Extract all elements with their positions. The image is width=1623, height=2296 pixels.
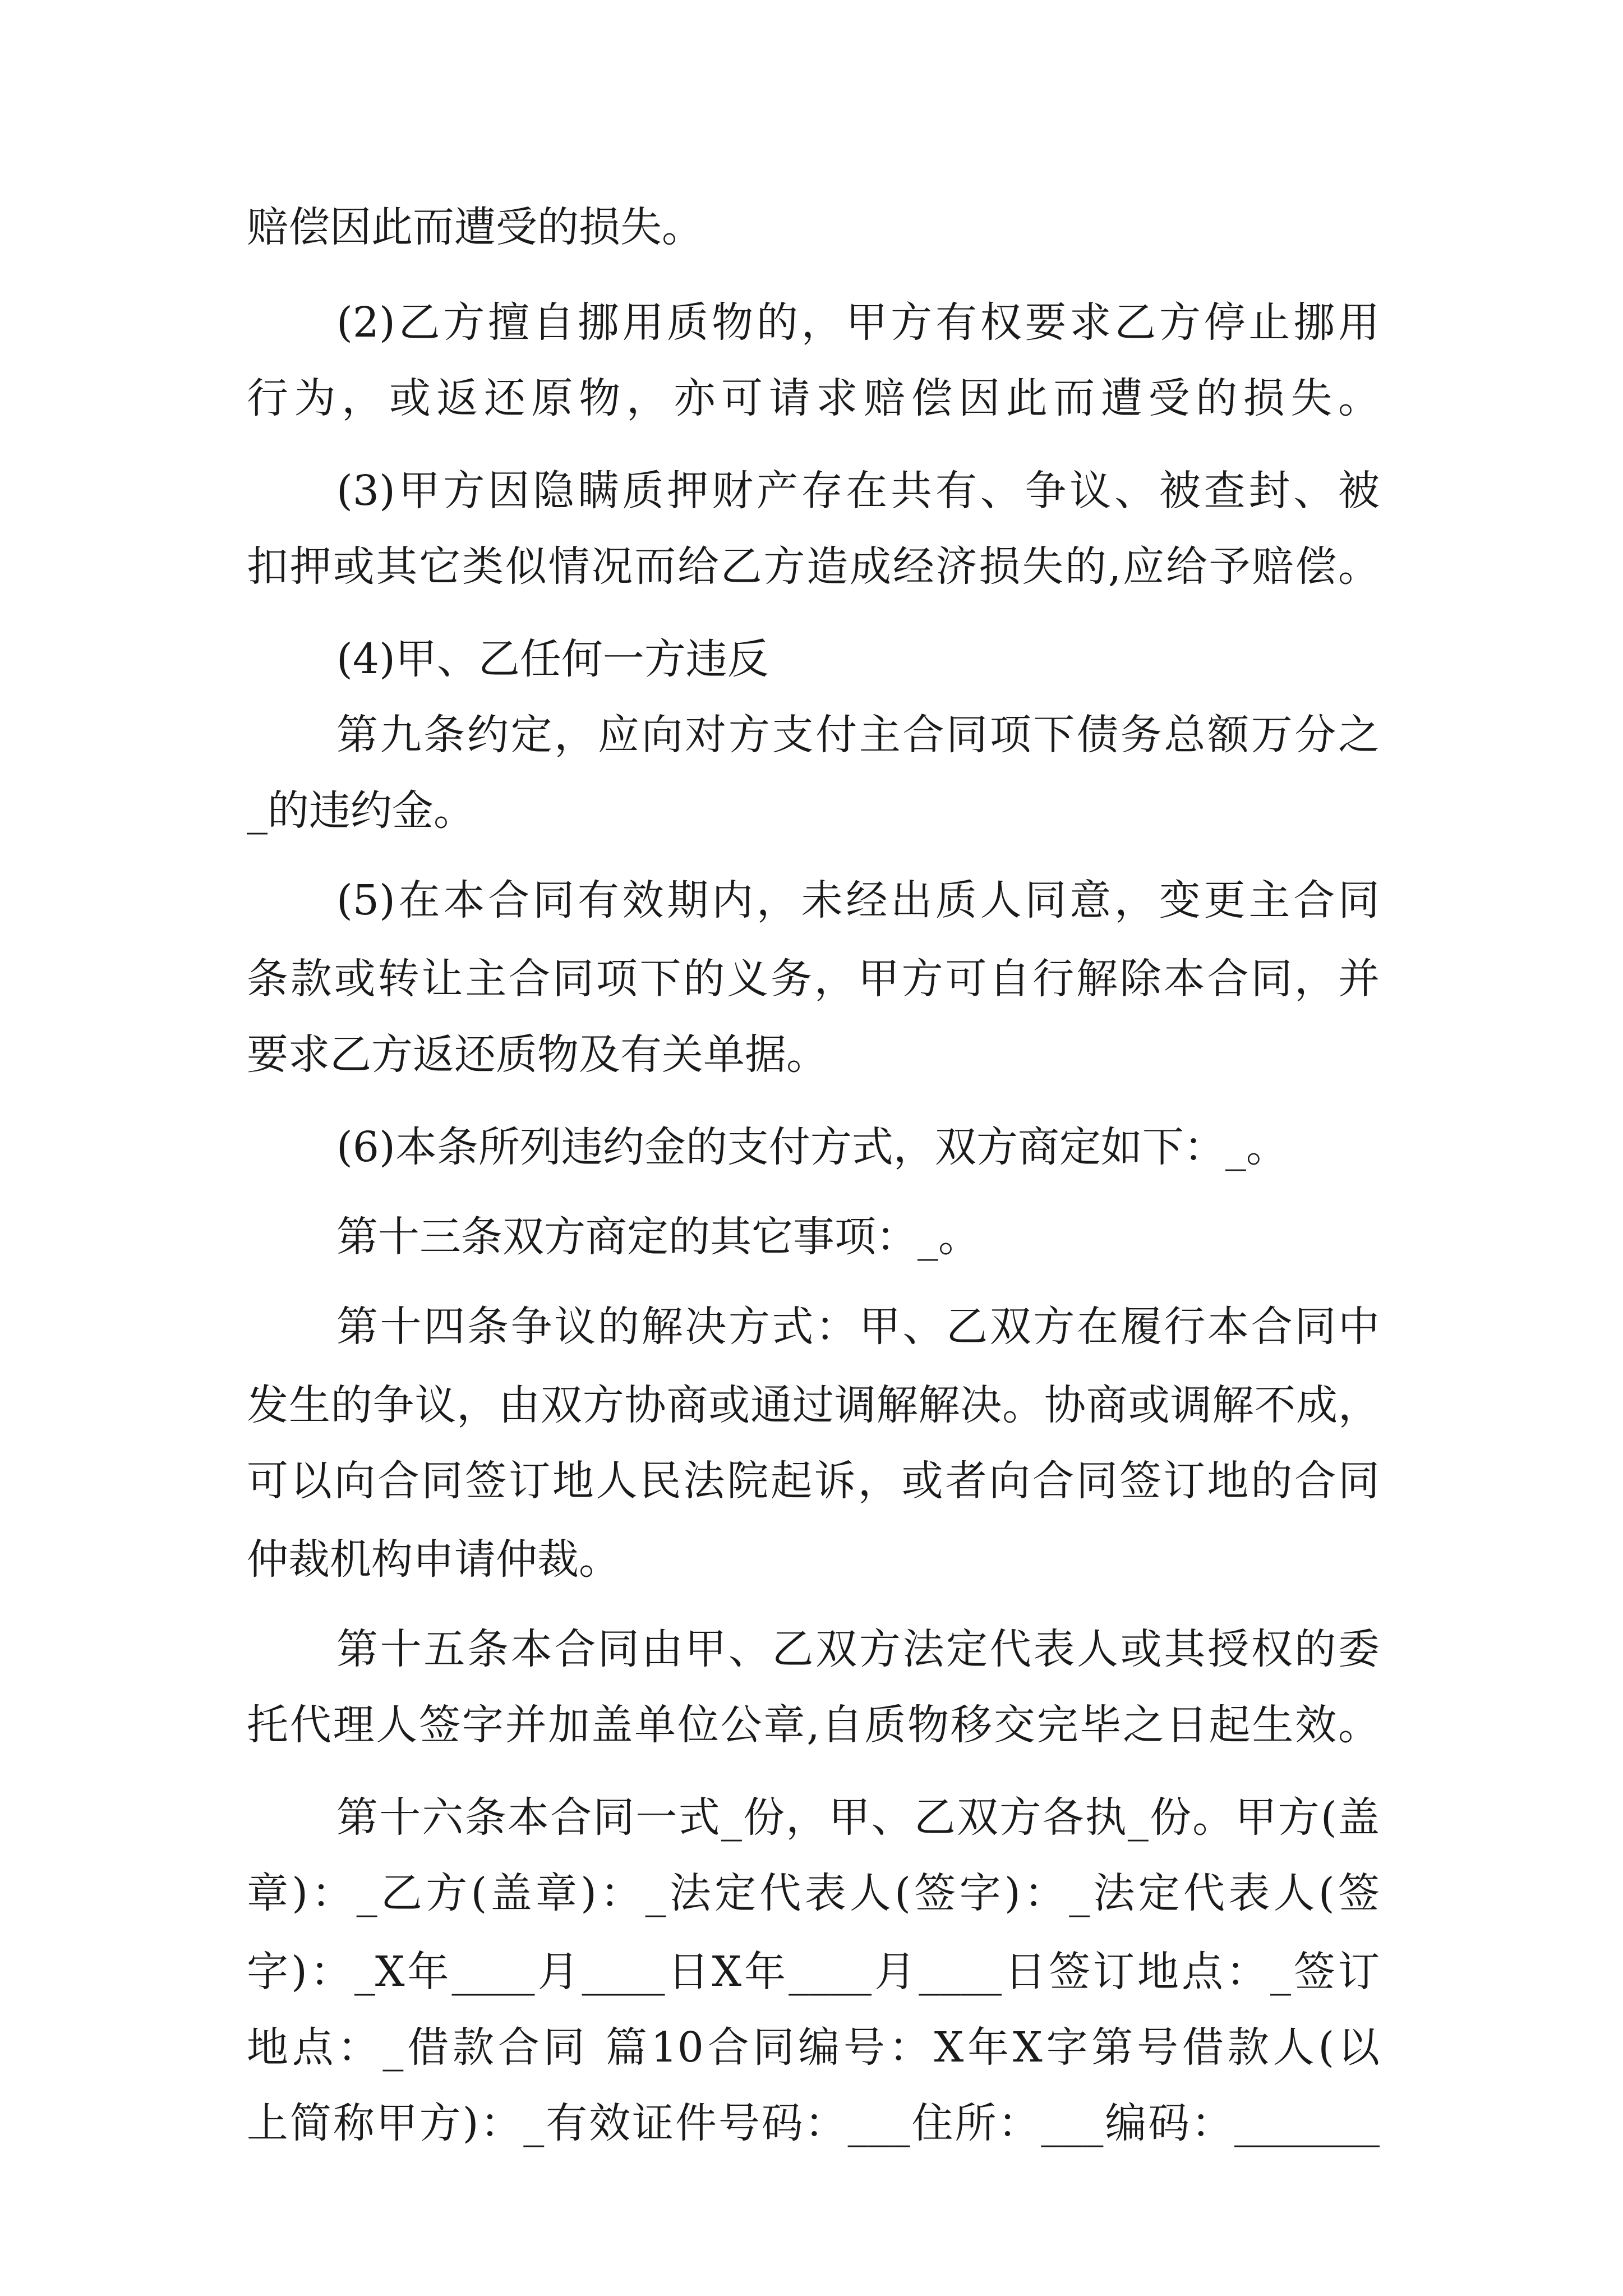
text-line: 上简称甲方)：_有效证件号码：___住所：___编码：_______ (247, 2099, 1380, 2147)
text-line: 第十五条本合同由甲、乙双方法定代表人或其授权的委 (336, 1625, 1380, 1673)
text-line: (4)甲、乙任何一方违反 (336, 635, 769, 683)
text-line: (6)本条所列违约金的支付方式，双方商定如下：_。 (336, 1123, 1288, 1171)
text-line: 仲裁机构申请仲裁。 (247, 1535, 620, 1584)
text-line: 字)：_X年____月____日X年____月____日签订地点：_签订 (247, 1948, 1380, 1996)
text-line: (5)在本合同有效期内，未经出质人同意，变更主合同 (336, 876, 1380, 924)
text-line: 赔偿因此而遭受的损失。 (247, 203, 703, 251)
text-line: 托代理人签字并加盖单位公章,自质物移交完毕之日起生效。 (247, 1701, 1380, 1749)
text-line: (2)乙方擅自挪用质物的，甲方有权要求乙方停止挪用 (336, 298, 1380, 347)
text-line: 地点：_借款合同 篇10合同编号：X年X字第号借款人(以 (247, 2023, 1380, 2072)
text-line: (3)甲方因隐瞒质押财产存在共有、争议、被查封、被 (336, 467, 1380, 515)
text-line: 第十六条本合同一式_份，甲、乙双方各执_份。甲方(盖 (336, 1793, 1380, 1842)
text-line: 第十四条争议的解决方式：甲、乙双方在履行本合同中 (336, 1303, 1380, 1351)
text-line: 第九条约定，应向对方支付主合同项下债务总额万分之 (336, 711, 1380, 759)
text-line: _的违约金。 (247, 786, 475, 835)
text-line: 条款或转让主合同项下的义务，甲方可自行解除本合同，并 (247, 955, 1380, 1003)
text-line: 要求乙方返还质物及有关单据。 (247, 1030, 828, 1079)
text-line: 扣押或其它类似情况而给乙方造成经济损失的,应给予赔偿。 (247, 542, 1380, 591)
text-line: 行为，或返还原物，亦可请求赔偿因此而遭受的损失。 (247, 374, 1380, 422)
text-line: 可以向合同签订地人民法院起诉，或者向合同签订地的合同 (247, 1457, 1380, 1505)
text-line: 发生的争议，由双方协商或通过调解解决。协商或调解不成， (247, 1381, 1380, 1429)
text-line: 第十三条双方商定的其它事项：_。 (336, 1213, 980, 1261)
text-line: 章)：_乙方(盖章)：_法定代表人(签字)：_法定代表人(签 (247, 1869, 1380, 1917)
